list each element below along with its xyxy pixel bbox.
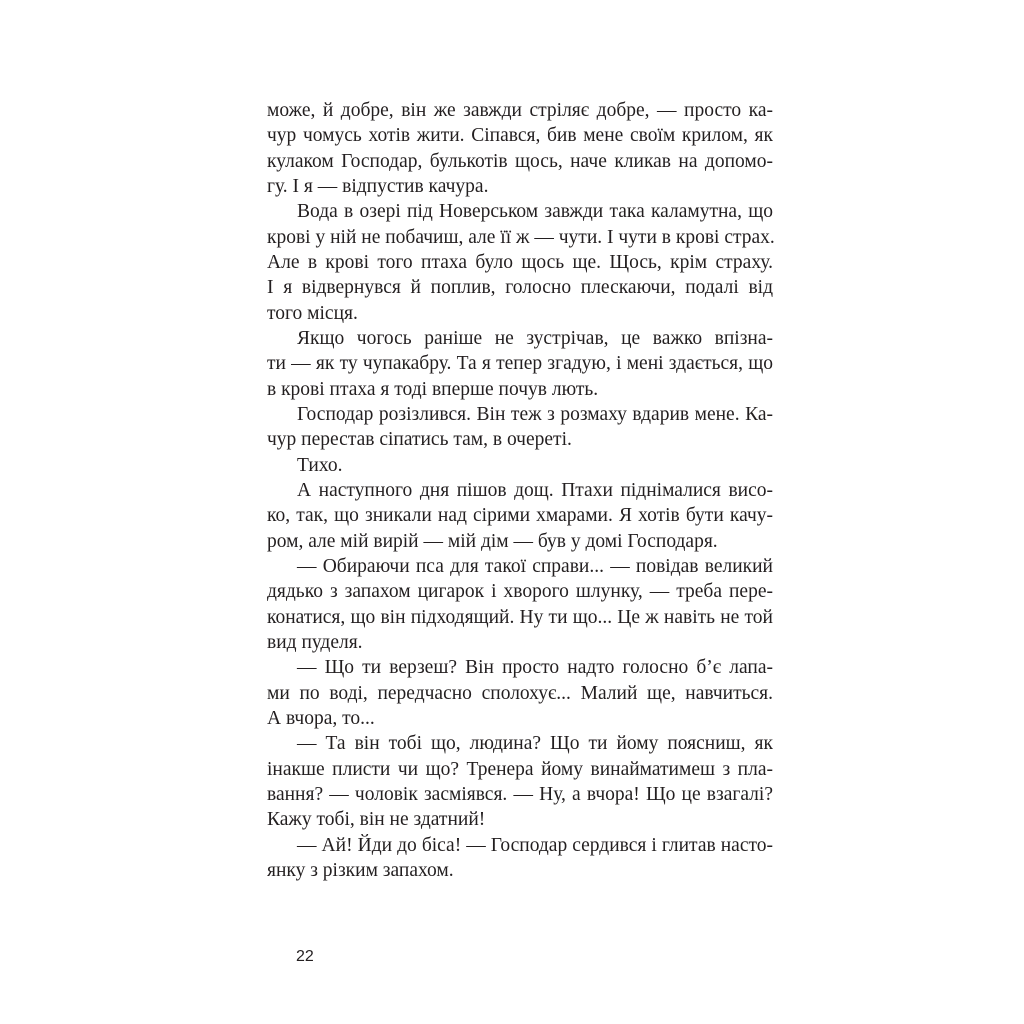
text-line: Вода в озері під Новерськом завжди така каламутна, що xyxy=(297,201,773,223)
text-line: кулаком Господар, булькотів щось, наче кликав на допомо- xyxy=(267,150,773,172)
body-text xyxy=(267,98,773,883)
text-line: інакше плисти чи що? Тренера йому винайматимеш з пла- xyxy=(267,758,773,780)
text-line: конатися, що він підходящий. Ну ти що... Це ж навіть не той xyxy=(267,606,773,628)
text-line: — Ай! Йди до біса! — Господар сердився і глитав насто- xyxy=(297,834,773,856)
text-line: чур чомусь хотів жити. Сіпався, бив мене своїм крилом, як xyxy=(267,125,773,147)
text-line: І я відвернувся й поплив, голосно плескаючи, подалі від xyxy=(267,277,773,299)
text-line: може, й добре, він же завжди стріляє добре, — просто ка- xyxy=(267,100,773,121)
text-line: в крові птаха я тоді вперше почув лють. xyxy=(267,378,599,400)
text-line: того місця. xyxy=(267,302,358,324)
text-line: Господар розізлився. Він теж з розмаху вдарив мене. Ка- xyxy=(297,403,773,425)
text-line: вид пуделя. xyxy=(267,631,363,653)
text-line: ко, так, що зникали над сірими хмарами. Я хотів бути качу- xyxy=(267,505,773,527)
text-line: Кажу тобі, він не здатний! xyxy=(267,809,486,831)
text-line: Якщо чогось раніше не зустрічав, це важко впізна- xyxy=(297,327,773,349)
text-line: янку з різким запахом. xyxy=(267,859,454,881)
text-line: крові у ній не побачиш, але її ж — чути. І чути в крові страх. xyxy=(267,226,775,248)
text-line: — Та він тобі що, людина? Що ти йому поясниш, як xyxy=(297,733,773,755)
text-line: А наступного дня пішов дощ. Птахи піднімалися висо- xyxy=(297,479,773,501)
text-line: чур перестав сіпатись там, в очереті. xyxy=(267,429,572,451)
text-line: вання? — чоловік засміявся. — Ну, а вчора! Що це взагалі? xyxy=(267,783,773,805)
text-line: А вчора, то... xyxy=(267,707,375,729)
text-line: гу. І я — відпустив качура. xyxy=(267,175,489,197)
text-line: ром, але мій вирій — мій дім — був у домі Господаря. xyxy=(267,530,718,552)
text-line: Тихо. xyxy=(297,454,343,476)
text-line: ти — як ту чупакабру. Та я тепер згадую, і мені здається, що xyxy=(267,353,773,375)
text-line: Але в крові того птаха було щось ще. Щось, крім страху. xyxy=(267,251,773,273)
text-line: — Що ти верзеш? Він просто надто голосно б’є лапа- xyxy=(297,657,773,679)
text-line: дядько з запахом цигарок і хворого шлунку, — треба пере- xyxy=(267,581,773,603)
text-line: — Обираючи пса для такої справи... — повідав великий xyxy=(297,555,773,577)
text-line: ми по воді, передчасно сполохує... Малий ще, навчиться. xyxy=(267,682,773,704)
page-number: 22 xyxy=(296,948,314,965)
